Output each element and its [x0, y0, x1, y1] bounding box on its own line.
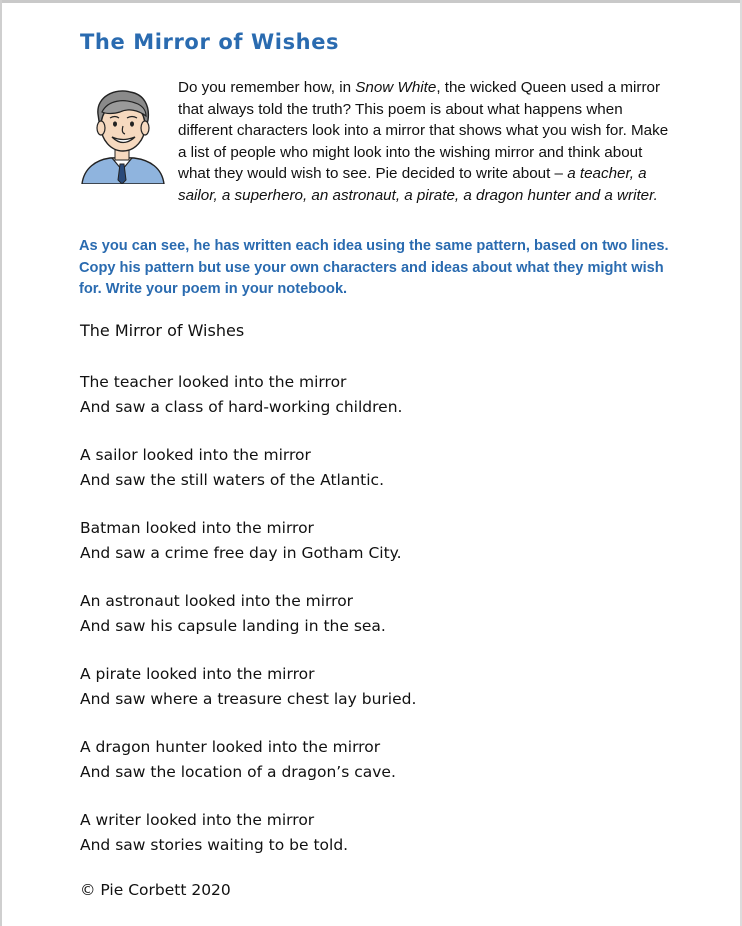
poem-title: The Mirror of Wishes — [80, 321, 245, 340]
poem-line: A dragon hunter looked into the mirror — [80, 738, 381, 756]
poem-line: And saw stories waiting to be told. — [80, 835, 349, 854]
intro-character-list: a teacher, a sailor, a superhero, an astronaut, a pirate, a dragon hunter and a writer. — [178, 165, 658, 204]
poem-stanza — [80, 516, 680, 589]
instruction-text: As you can see, he has written each idea using the same pattern, based on two lines. Copy his pattern but use your own characters and ideas about what they might wish for. Write your poem in your notebook. — [79, 238, 669, 297]
intro-book-title: Snow White — [355, 79, 437, 96]
avatar-float-spacer — [79, 77, 178, 207]
poem-line: And saw his capsule landing in the sea. — [80, 616, 386, 635]
poem-line: A pirate looked into the mirror — [80, 665, 315, 683]
poem-line: And saw a crime free day in Gotham City. — [80, 543, 402, 562]
page-top-border — [0, 0, 742, 3]
poem-line: Batman looked into the mirror — [80, 519, 314, 537]
poem-line: And saw where a treasure chest lay buried. — [80, 689, 417, 708]
poem-stanza — [80, 370, 680, 443]
poem-stanza — [80, 808, 680, 881]
poem-stanza — [80, 662, 680, 735]
copyright-notice: © Pie Corbett 2020 — [80, 881, 231, 899]
poem-stanza — [80, 443, 680, 516]
page-title: The Mirror of Wishes — [80, 30, 340, 54]
poem-line: The teacher looked into the mirror — [80, 373, 347, 391]
poem-stanza — [80, 735, 680, 808]
poem-stanzas — [80, 370, 680, 881]
poem-line: An astronaut looked into the mirror — [80, 592, 354, 610]
poem-line: A sailor looked into the mirror — [80, 446, 311, 464]
intro-paragraph — [79, 77, 669, 207]
intro-text-middle: , the wicked Queen used a mirror that always told the truth? This poem is about what happens when different characters look into a mirror that shows what you wish for. Make a list of people who might look into the wishing mirror and think about what they would wish to see. Pie decided to write about – — [178, 79, 669, 183]
intro-text-start: Do you remember how, in — [178, 79, 356, 96]
poem-line: And saw a class of hard-working children. — [80, 397, 403, 416]
poem-line: A writer looked into the mirror — [80, 811, 315, 829]
poem-stanza — [80, 589, 680, 662]
poem-line: And saw the location of a dragon’s cave. — [80, 762, 396, 781]
poem-line: And saw the still waters of the Atlantic. — [80, 470, 384, 489]
page-left-border — [0, 0, 2, 926]
